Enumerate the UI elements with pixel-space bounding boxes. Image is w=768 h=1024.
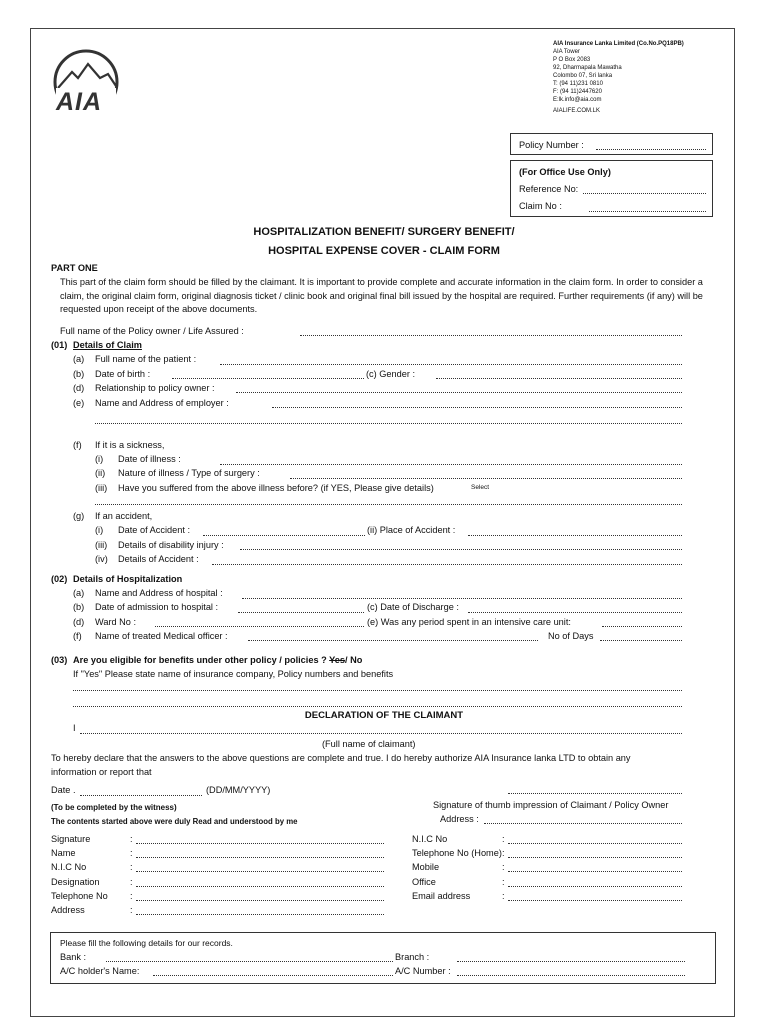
ward-no-label: Ward No : [95, 617, 137, 627]
discharge-date-field[interactable] [468, 612, 682, 613]
item-label: (f) [73, 440, 82, 450]
no-of-days-label: No of Days [548, 631, 594, 641]
bank-intro: Please fill the following details for our records. [60, 938, 233, 948]
declaration-text-2: information or report that [51, 767, 152, 777]
date-field[interactable] [80, 795, 202, 796]
witness-heading: (To be completed by the witness) [51, 803, 177, 812]
claimant-colon: : [502, 877, 505, 887]
relationship-field[interactable] [236, 392, 682, 393]
illness-nature-field[interactable] [290, 478, 682, 479]
other-policy-field-line1[interactable] [73, 690, 682, 691]
claimant-colon: : [502, 862, 505, 872]
company-name: AIA Insurance Lanka Limited (Co.No.PQ18PB) [553, 41, 684, 47]
ward-no-field[interactable] [155, 626, 364, 627]
witness-telephone-field[interactable] [136, 900, 384, 901]
reference-no-field[interactable] [583, 193, 706, 194]
company-line: F: (94 11)2447620 [553, 89, 602, 95]
declaration-heading: DECLARATION OF THE CLAIMANT [304, 710, 464, 721]
item-label: (d) [73, 383, 85, 393]
icu-field[interactable] [602, 626, 682, 627]
previous-illness-label: Have you suffered from the above illness before? (if YES, Please give details) [118, 483, 434, 493]
witness-address-label: Address [51, 905, 85, 915]
witness-address-field[interactable] [136, 914, 384, 915]
company-line: 92, Dharmapala Mawatha [553, 65, 622, 71]
dob-label: Date of birth : [95, 369, 151, 379]
witness-designation-label: Designation [51, 877, 100, 887]
claimant-nic-field[interactable] [508, 843, 682, 844]
office-use-box [510, 160, 713, 217]
section-03-number: (03) [51, 655, 68, 665]
admission-date-field[interactable] [238, 612, 364, 613]
item-label: (a) [73, 588, 85, 598]
sub-item-label: (i) [95, 454, 104, 464]
policy-owner-name-field[interactable] [300, 335, 682, 336]
accident-date-label: Date of Accident : [118, 525, 191, 535]
sub-item-label: (iii) [95, 483, 108, 493]
company-website: AIALIFE.COM.LK [553, 108, 601, 114]
witness-signature-label: Signature [51, 834, 91, 844]
witness-nic-label: N.I.C No [51, 862, 87, 872]
claimant-address-label: Address : [440, 814, 479, 824]
claimant-email-label: Email address [412, 891, 471, 901]
employer-field-line2[interactable] [95, 423, 682, 424]
no-of-days-field[interactable] [600, 640, 682, 641]
item-label: (d) [73, 617, 85, 627]
disability-label: Details of disability injury : [118, 540, 224, 550]
form-title-line1: HOSPITALIZATION BENEFIT/ SURGERY BENEFIT/ [253, 226, 515, 238]
sub-item-label: (ii) [95, 468, 106, 478]
accident-date-field[interactable] [203, 535, 365, 536]
account-number-field[interactable] [457, 975, 685, 976]
sub-item-label: (iv) [95, 554, 108, 564]
accident-details-field[interactable] [212, 564, 682, 565]
account-number-label: A/C Number : [395, 966, 451, 976]
claimant-signature-label: Signature of thumb impression of Claimant / Policy Owner [433, 800, 669, 810]
medical-officer-label: Name of treated Medical officer : [95, 631, 228, 641]
dob-field[interactable] [172, 378, 364, 379]
item-label: (f) [73, 631, 82, 641]
claimant-home-phone-field[interactable] [508, 857, 682, 858]
witness-telephone-label: Telephone No [51, 891, 108, 901]
branch-field[interactable] [457, 961, 685, 962]
witness-colon: : [130, 834, 133, 844]
item-label: (b) [73, 602, 85, 612]
medical-officer-field[interactable] [248, 640, 538, 641]
witness-note: The contents started above were duly Read and understood by me [51, 817, 298, 826]
claimant-mobile-label: Mobile [412, 862, 440, 872]
item-label: (b) [73, 369, 85, 379]
icu-label: (e) Was any period spent in an intensive care unit: [367, 617, 571, 627]
claimant-signature-field[interactable] [508, 793, 682, 794]
company-line: E:lk.info@aia.com [553, 97, 602, 103]
witness-colon: : [130, 905, 133, 915]
part-one-heading: PART ONE [51, 263, 98, 273]
other-policy-sub-label: If "Yes" Please state name of insurance company, Policy numbers and benefits [73, 669, 394, 679]
part-one-intro: This part of the claim form should be filled by the claimant. It is important to provide complete and accurate information in the claim form. In order to consider a claim, the original claim form, original diagnosis ticket / clinic book and original final bill issued by the hospital are required. Further requirements (if any) will be requested upon receipt of the above documents. [60, 277, 703, 314]
hospital-name-label: Name and Address of hospital : [95, 588, 223, 598]
gender-field[interactable] [436, 378, 682, 379]
accident-place-field[interactable] [468, 535, 682, 536]
bank-details-box [50, 932, 716, 984]
other-policy-field-line2[interactable] [73, 706, 682, 707]
patient-name-label: Full name of the patient : [95, 354, 197, 364]
witness-name-field[interactable] [136, 857, 384, 858]
employer-field[interactable] [272, 407, 682, 408]
discharge-date-label: (c) Date of Discharge : [367, 602, 459, 612]
claimant-office-field[interactable] [508, 886, 682, 887]
illness-date-label: Date of illness : [118, 454, 181, 464]
sub-item-label: (iii) [95, 540, 108, 550]
other-policy-question: Are you eligible for benefits under other policy / policies ? [73, 655, 327, 665]
form-title-line2: HOSPITAL EXPENSE COVER - CLAIM FORM [268, 245, 500, 257]
witness-designation-field[interactable] [136, 886, 384, 887]
account-holder-field[interactable] [153, 975, 393, 976]
witness-nic-field[interactable] [136, 871, 384, 872]
section-01-heading: Details of Claim [73, 340, 142, 350]
claimant-address-field[interactable] [484, 823, 682, 824]
admission-date-label: Date of admission to hospital : [95, 602, 219, 612]
patient-name-field[interactable] [220, 364, 682, 365]
bank-label: Bank : [60, 952, 87, 962]
declaration-i: I [73, 723, 76, 733]
claimant-email-field[interactable] [508, 900, 682, 901]
sub-item-label: (i) [95, 525, 104, 535]
logo-text: AIA [56, 88, 103, 116]
gender-label: (c) Gender : [366, 369, 416, 379]
accident-place-label: (ii) Place of Accident : [367, 525, 456, 535]
claimant-colon: : [502, 848, 505, 858]
no-option[interactable]: / No [344, 655, 363, 665]
date-format-label: (DD/MM/YYYY) [206, 785, 271, 795]
company-line: P O Box 2083 [553, 57, 591, 63]
company-line: Colombo 07, Sri lanka [553, 73, 613, 79]
witness-colon: : [130, 877, 133, 887]
bank-field[interactable] [106, 961, 393, 962]
date-label: Date . [51, 785, 76, 795]
item-label: (a) [73, 354, 85, 364]
sickness-label: If it is a sickness, [95, 440, 165, 450]
item-label: (e) [73, 398, 85, 408]
witness-colon: : [130, 848, 133, 858]
declaration-text-1: To hereby declare that the answers to the above questions are complete and true. I do hereby authorize AIA Insurance lanka LTD to obtain any [51, 753, 631, 763]
accident-details-label: Details of Accident : [118, 554, 199, 564]
section-02-number: (02) [51, 574, 68, 584]
witness-colon: : [130, 862, 133, 872]
section-01-number: (01) [51, 340, 68, 350]
company-info [553, 40, 684, 115]
claimant-name-caption: (Full name of claimant) [322, 739, 416, 749]
reference-no-label: Reference No: [519, 184, 579, 194]
claimant-name-field[interactable] [80, 733, 682, 734]
company-line: AIA Tower [553, 49, 580, 55]
account-holder-label: A/C holder's Name: [60, 966, 140, 976]
claim-no-field[interactable] [589, 211, 706, 212]
hospital-name-field[interactable] [242, 598, 682, 599]
witness-name-label: Name [51, 848, 76, 858]
policy-number-field[interactable] [596, 149, 706, 150]
yes-option[interactable]: Yes [329, 655, 345, 665]
previous-illness-field[interactable] [95, 504, 682, 505]
disability-field[interactable] [240, 549, 682, 550]
branch-label: Branch : [395, 952, 430, 962]
company-line: T: (94 11)231 0810 [553, 81, 603, 87]
accident-label: If an accident, [95, 511, 153, 521]
relationship-label: Relationship to policy owner : [95, 383, 215, 393]
witness-signature-field[interactable] [136, 843, 384, 844]
section-03-question [73, 654, 362, 666]
policy-number-label: Policy Number : [519, 140, 584, 150]
claimant-colon: : [502, 834, 505, 844]
claimant-home-phone-label: Telephone No (Home) [412, 848, 502, 858]
claim-no-label: Claim No : [519, 201, 562, 211]
office-use-heading: (For Office Use Only) [519, 167, 611, 177]
witness-colon: : [130, 891, 133, 901]
claimant-office-label: Office [412, 877, 436, 887]
employer-label: Name and Address of employer : [95, 398, 229, 408]
claimant-nic-label: N.I.C No [412, 834, 448, 844]
illness-date-field[interactable] [220, 464, 682, 465]
policy-owner-name-label: Full name of the Policy owner / Life Assured : [60, 326, 244, 336]
claimant-colon: : [502, 891, 505, 901]
illness-nature-label: Nature of illness / Type of surgery : [118, 468, 260, 478]
item-label: (g) [73, 511, 85, 521]
claimant-mobile-field[interactable] [508, 871, 682, 872]
policy-number-box [510, 133, 713, 155]
previous-illness-select[interactable]: Select [471, 484, 490, 491]
section-02-heading: Details of Hospitalization [73, 574, 183, 584]
